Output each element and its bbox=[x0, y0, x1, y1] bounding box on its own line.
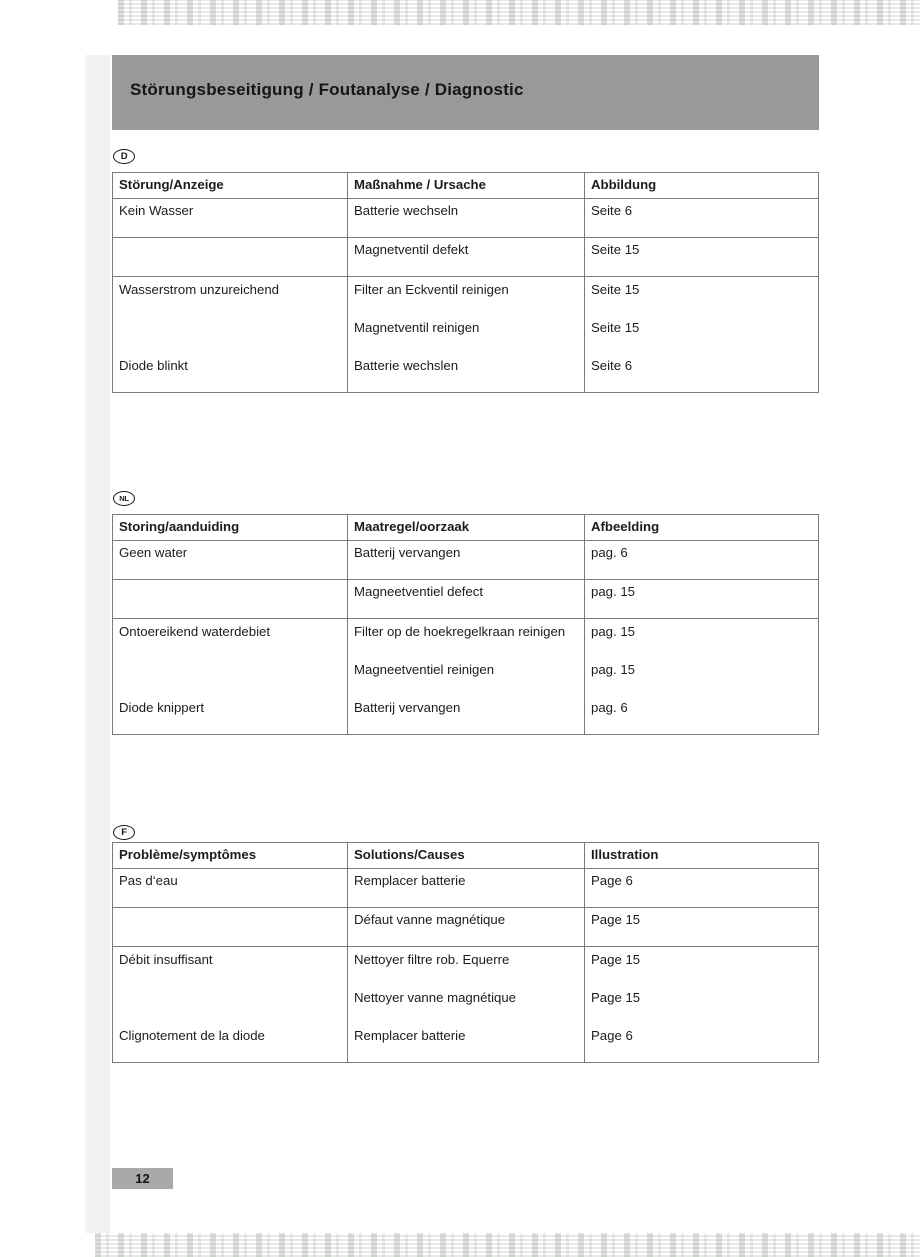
section-title-bar bbox=[112, 55, 819, 130]
table-cell bbox=[113, 580, 347, 618]
cell-line: Clignotement de la diode bbox=[119, 1028, 265, 1043]
table-cell: Page 15 bbox=[584, 908, 818, 946]
page-number-badge: 12 bbox=[112, 1168, 173, 1189]
scan-noise-bottom bbox=[95, 1233, 920, 1257]
column-header: Problème/symptômes bbox=[119, 847, 257, 862]
table-row bbox=[113, 541, 818, 580]
table-header-row bbox=[113, 515, 818, 541]
table-header-row bbox=[113, 843, 818, 869]
table-cell bbox=[113, 947, 347, 1062]
column-header: Solutions/Causes bbox=[347, 843, 584, 868]
table-cell: pag. 6 bbox=[584, 541, 818, 579]
table-row bbox=[113, 619, 818, 734]
lang-badge-f: F bbox=[113, 825, 135, 840]
cell-line: Remplacer batterie bbox=[354, 1028, 466, 1043]
column-header: Abbildung bbox=[584, 173, 818, 198]
cell-line bbox=[119, 662, 341, 700]
table-cell: Seite 15 bbox=[584, 238, 818, 276]
table-header-row bbox=[113, 173, 818, 199]
table-de bbox=[112, 172, 819, 393]
cell-line: Batterie wechslen bbox=[354, 358, 459, 373]
cell-line: Page 15 bbox=[591, 952, 641, 967]
page-title: Störungsbeseitigung / Foutanalyse / Diagnostic bbox=[130, 80, 524, 99]
table-row bbox=[113, 869, 818, 908]
cell-line: Nettoyer filtre rob. Equerre bbox=[354, 952, 510, 967]
cell-line bbox=[119, 990, 341, 1028]
table-cell: Magneetventiel defect bbox=[347, 580, 584, 618]
table-cell bbox=[347, 947, 584, 1062]
table-cell bbox=[113, 277, 347, 392]
table-cell: Magnetventil defekt bbox=[347, 238, 584, 276]
column-header: Illustration bbox=[584, 843, 818, 868]
cell-line: Seite 15 bbox=[591, 282, 640, 297]
table-cell bbox=[113, 238, 347, 276]
lang-badge-nl: NL bbox=[113, 491, 135, 506]
cell-line: Diode blinkt bbox=[119, 358, 188, 373]
table-row bbox=[113, 908, 818, 947]
cell-line: Nettoyer vanne magnétique bbox=[354, 990, 517, 1005]
table-row bbox=[113, 199, 818, 238]
cell-line: Page 15 bbox=[591, 990, 641, 1005]
table-cell: Pas d‘eau bbox=[119, 873, 178, 888]
table-cell bbox=[584, 619, 818, 734]
lang-badge-d: D bbox=[113, 149, 135, 164]
cell-line: pag. 15 bbox=[591, 624, 635, 639]
cell-line: Magnetventil reinigen bbox=[354, 320, 480, 335]
table-cell bbox=[347, 277, 584, 392]
cell-line: Wasserstrom unzureichend bbox=[119, 282, 280, 297]
cell-line: Batterij vervangen bbox=[354, 700, 461, 715]
table-cell: Défaut vanne magnétique bbox=[347, 908, 584, 946]
table-row bbox=[113, 580, 818, 619]
table-nl bbox=[112, 514, 819, 735]
table-cell bbox=[584, 277, 818, 392]
column-header: Afbeelding bbox=[584, 515, 818, 540]
cell-line: Diode knippert bbox=[119, 700, 205, 715]
table-fr bbox=[112, 842, 819, 1063]
cell-line: Seite 15 bbox=[591, 320, 640, 335]
cell-line: Filter op de hoekregelkraan reinigen bbox=[354, 624, 566, 639]
cell-line bbox=[119, 320, 341, 358]
table-cell bbox=[347, 619, 584, 734]
table-cell: Remplacer batterie bbox=[347, 869, 584, 907]
cell-line: Seite 6 bbox=[591, 358, 633, 373]
table-row bbox=[113, 947, 818, 1062]
cell-line: pag. 6 bbox=[591, 700, 628, 715]
scan-noise-top bbox=[118, 0, 920, 25]
column-header: Störung/Anzeige bbox=[119, 177, 224, 192]
table-cell: Batterie wechseln bbox=[347, 199, 584, 237]
table-cell: pag. 15 bbox=[584, 580, 818, 618]
table-row bbox=[113, 238, 818, 277]
cell-line: pag. 15 bbox=[591, 662, 635, 677]
cell-line: Filter an Eckventil reinigen bbox=[354, 282, 509, 297]
table-cell bbox=[113, 619, 347, 734]
table-cell: Seite 6 bbox=[584, 199, 818, 237]
table-cell: Geen water bbox=[119, 545, 188, 560]
column-header: Maßnahme / Ursache bbox=[347, 173, 584, 198]
table-cell: Batterij vervangen bbox=[347, 541, 584, 579]
table-cell bbox=[584, 947, 818, 1062]
column-header: Storing/aanduiding bbox=[119, 519, 240, 534]
cell-line: Ontoereikend waterdebiet bbox=[119, 624, 271, 639]
table-row bbox=[113, 277, 818, 392]
cell-line: Page 6 bbox=[591, 1028, 633, 1043]
table-cell: Page 6 bbox=[584, 869, 818, 907]
scan-noise-left bbox=[85, 55, 110, 1233]
cell-line: Magneetventiel reinigen bbox=[354, 662, 495, 677]
cell-line: Débit insuffisant bbox=[119, 952, 213, 967]
column-header: Maatregel/oorzaak bbox=[347, 515, 584, 540]
table-cell bbox=[113, 908, 347, 946]
table-cell: Kein Wasser bbox=[119, 203, 194, 218]
